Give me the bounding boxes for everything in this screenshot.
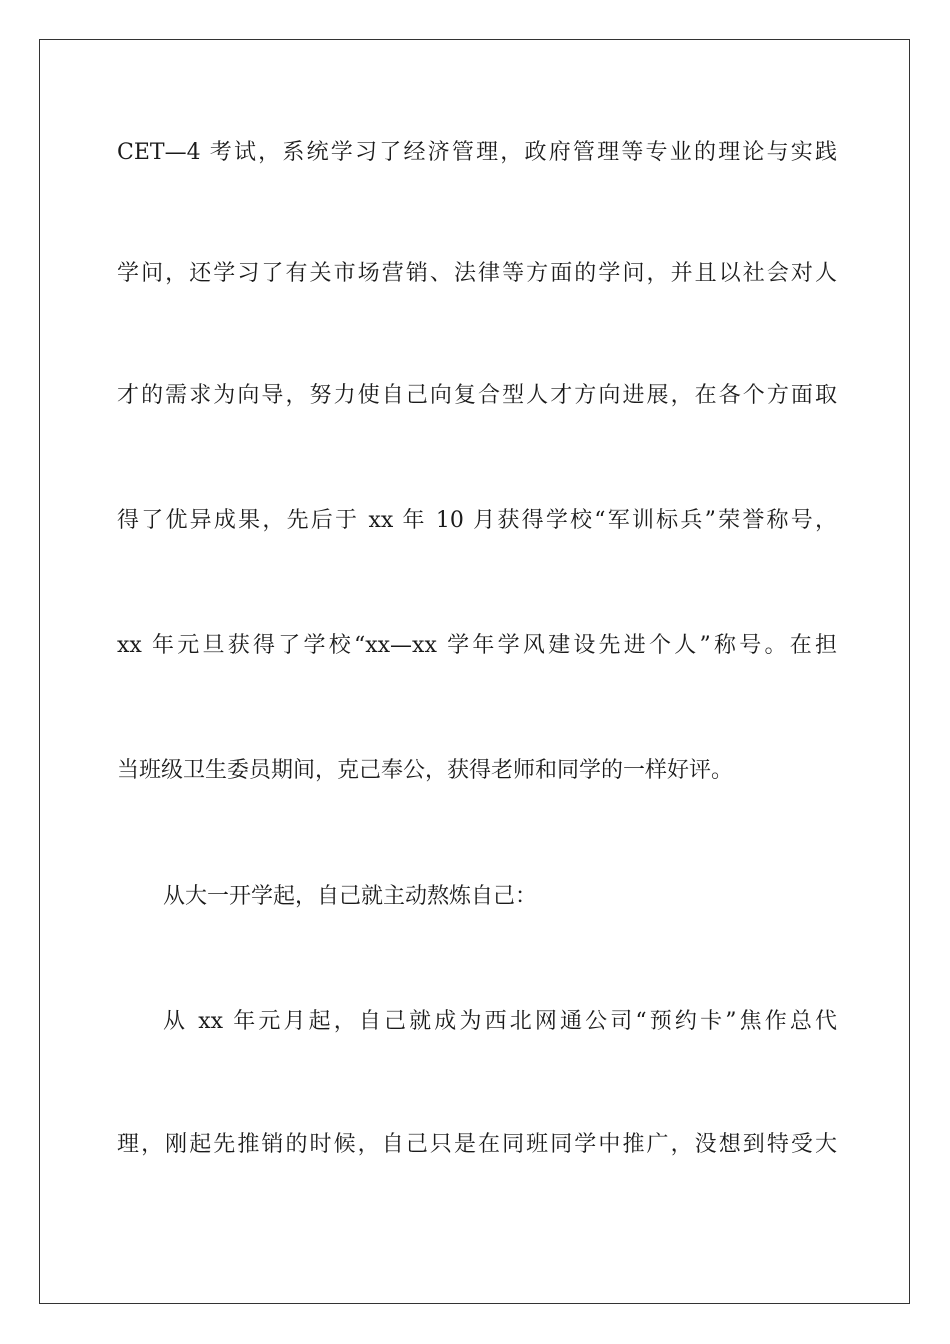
paragraph-line-1: CET—4 考试，系统学习了经济管理，政府管理等专业的理论与实践	[117, 140, 837, 165]
paragraph-line-3: 才的需求为向导，努力使自己向复合型人才方向进展，在各个方面取	[117, 383, 837, 408]
page-border	[39, 39, 910, 1304]
paragraph-line-7: 从大一开学起，自己就主动熬炼自己：	[163, 884, 538, 909]
paragraph-line-5: xx 年元旦获得了学校“xx—xx 学年学风建设先进个人”称号。在担	[117, 633, 837, 658]
paragraph-line-4: 得了优异成果，先后于 xx 年 10 月获得学校“军训标兵”荣誉称号，	[117, 508, 837, 533]
paragraph-line-6: 当班级卫生委员期间，克己奉公，获得老师和同学的一样好评。	[117, 758, 734, 783]
paragraph-line-9: 理，刚起先推销的时候，自己只是在同班同学中推广，没想到特受大	[117, 1132, 837, 1157]
paragraph-line-8: 从 xx 年元月起，自己就成为西北网通公司“预约卡”焦作总代	[163, 1009, 837, 1034]
paragraph-line-2: 学问，还学习了有关市场营销、法律等方面的学问，并且以社会对人	[117, 261, 837, 286]
